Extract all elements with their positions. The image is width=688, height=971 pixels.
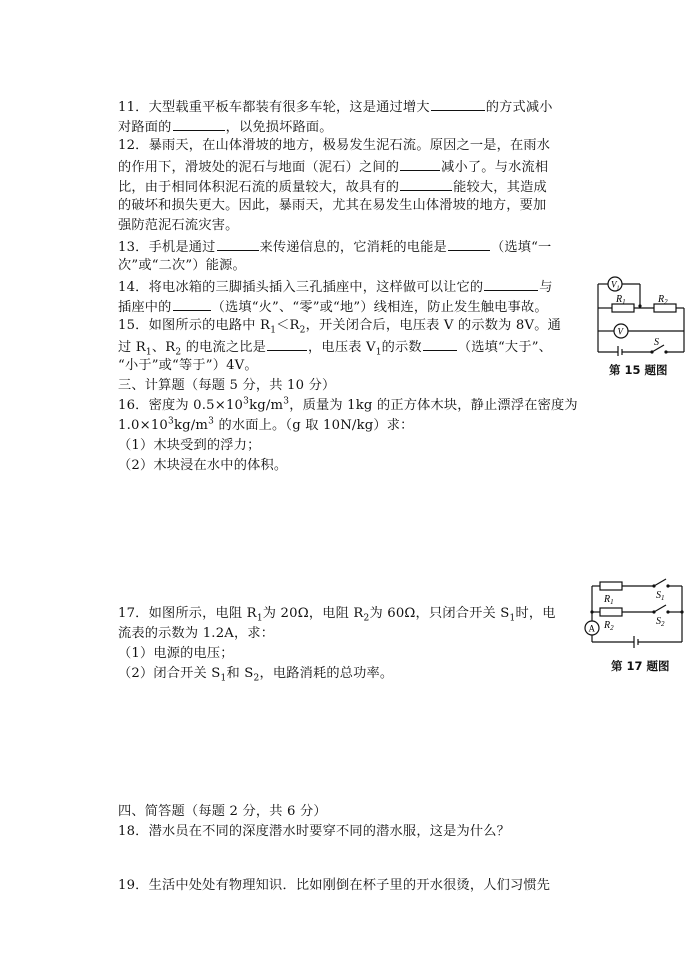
figure-17-caption: 第 17 题图 xyxy=(611,659,670,673)
q17-sub2: （2）闭合开关 $S_1$和 $S_2$，电路消耗的总功率。 xyxy=(118,666,394,684)
resistor-r1-label: $R_1$ xyxy=(604,594,614,606)
section-3-heading: 三、计算题（每题 5 分，共 10 分） xyxy=(118,378,336,393)
answer-blank[interactable] xyxy=(484,276,538,291)
answer-blank[interactable] xyxy=(217,236,259,251)
q12-line1: 12．暴雨天，在山体滑坡的地方，极易发生泥石流。原因之一是，在雨水 xyxy=(118,138,551,153)
q17-sub1: （1）电源的电压； xyxy=(118,646,234,661)
q12-line5: 强防范泥石流灾害。 xyxy=(118,218,239,233)
resistor-r1-label: $R_1$ xyxy=(616,294,626,306)
switch-s1-label: $S_1$ xyxy=(656,590,665,602)
q13-line1: 13．手机是通过 来传递信息的，它消耗的电能是 （选填“一 xyxy=(118,236,551,258)
q12-line2: 的作用下，滑坡处的泥石与地面（泥石）之间的 减小了。与水流相 xyxy=(118,156,548,178)
q12-line3: 比，由于相同体积泥石流的质量较大，故具有的 能较大，其造成 xyxy=(118,176,547,198)
answer-blank[interactable] xyxy=(448,236,490,251)
q14-line2: 插座中的 （选填“火”、“零”或“地”）线相连，防止发生触电事故。 xyxy=(118,296,548,318)
voltmeter-v-label: V xyxy=(617,326,623,337)
resistor-r2-label: $R_2$ xyxy=(658,294,668,306)
resistor-r2-label: $R_2$ xyxy=(604,620,614,632)
figure-15-caption: 第 15 题图 xyxy=(609,363,668,377)
q18: 18．潜水员在不同的深度潜水时要穿不同的潜水服，这是为什么？ xyxy=(118,824,511,839)
section-4-heading: 四、简答题（每题 2 分，共 6 分） xyxy=(118,804,327,819)
q13-line2: 次”或“二次”）能源。 xyxy=(118,258,246,273)
q12-line4: 的破坏和损失更大。因此，暴雨天，尤其在易发生山体滑坡的地方，要加 xyxy=(118,198,547,213)
answer-blank[interactable] xyxy=(173,116,225,131)
q17-line2: 流表的示数为 1.2A，求： xyxy=(118,626,275,641)
q15-line3: “小于”或“等于”）4V。 xyxy=(118,358,258,373)
q11-line2: 对路面的 ，以免损坏路面。 xyxy=(118,116,333,138)
q15-line2: 过 $R_1$、$R_2$ 的电流之比是 ，电压表 $V_1$的示数 （选填“大于”、 xyxy=(118,336,552,358)
q19: 19．生活中处处有物理知识．比如刚倒在杯子里的开水很烫，人们习惯先 xyxy=(118,878,551,893)
q16-line1: 16．密度为 $0.5\times 10^3kg/m^3$，质量为 1kg 的正方体木块，静止漂浮在密度为 xyxy=(118,396,578,413)
q17-line1: 17．如图所示，电阻 $R_1$为 20Ω，电阻 $R_2$为 60Ω，只闭合开关 $S_1$时，电 xyxy=(118,606,556,624)
q14-line1: 14．将电冰箱的三脚插头插入三孔插座中，这样做可以让它的 与 xyxy=(118,276,553,298)
answer-blank[interactable] xyxy=(400,156,440,171)
answer-blank[interactable] xyxy=(267,336,307,351)
answer-blank[interactable] xyxy=(173,296,211,311)
answer-blank[interactable] xyxy=(431,96,485,111)
figure-17-circuit xyxy=(584,576,686,650)
q16-sub1: （1）木块受到的浮力； xyxy=(118,438,261,453)
q11-line1: 11．大型载重平板车都装有很多车轮，这是通过增大 的方式减小 xyxy=(118,96,553,118)
voltmeter-v1-label: $V_1$ xyxy=(611,279,620,292)
answer-blank[interactable] xyxy=(400,176,452,191)
switch-s2-label: $S_2$ xyxy=(656,616,665,628)
figure-15-circuit xyxy=(592,272,688,356)
ammeter-a-label: A xyxy=(588,623,595,634)
q16-sub2: （2）木块浸在水中的体积。 xyxy=(118,458,288,473)
q15-line1: 15．如图所示的电路中 $R_1<R_2$，开关闭合后，电压表 V 的示数为 8V。通 xyxy=(118,318,562,336)
answer-blank[interactable] xyxy=(423,336,457,351)
switch-s-label: S xyxy=(654,337,659,348)
q16-line2: $1.0\times 10^3kg/m^3$ 的水面上。（g 取 10N/kg）求： xyxy=(118,416,414,433)
